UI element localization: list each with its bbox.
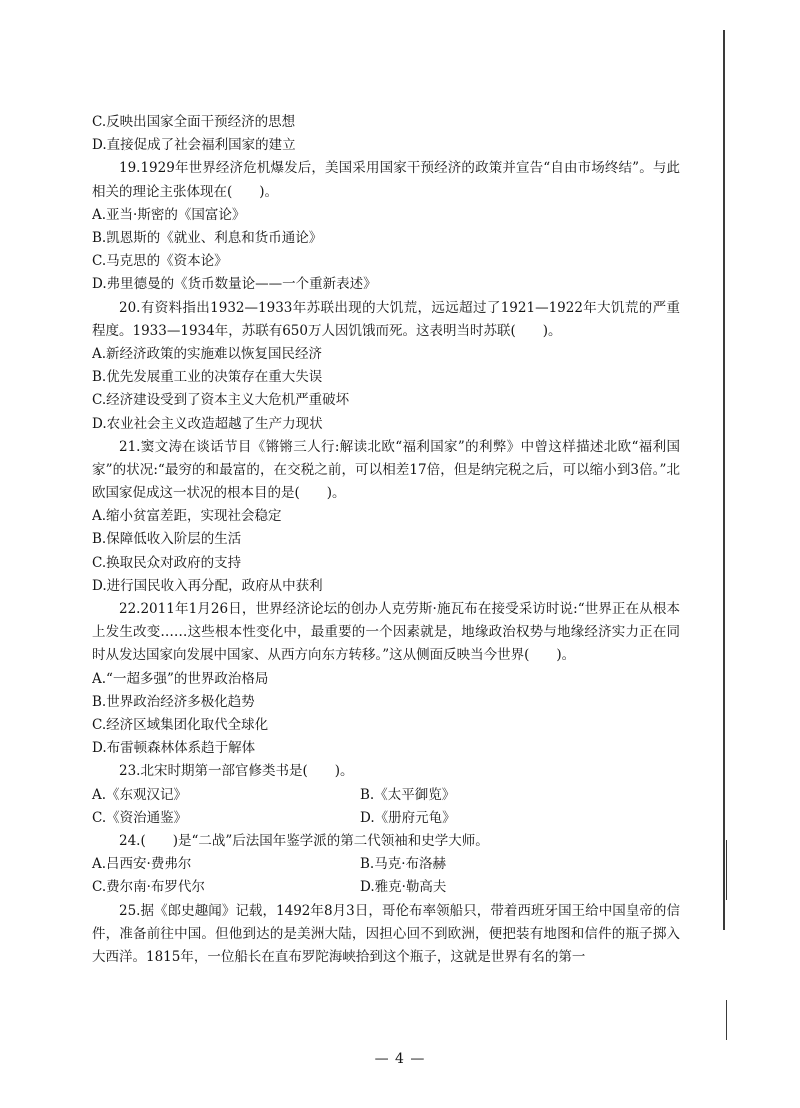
q24-options-row-2 <box>92 876 680 899</box>
q24-option-d: D.雅克·勒高夫 <box>360 879 447 896</box>
q21-option-a: A.缩小贫富差距，实现社会稳定 <box>92 508 282 525</box>
q23-options-row-1 <box>92 784 680 807</box>
q20-option-c: C.经济建设受到了资本主义大危机严重破坏 <box>92 392 350 409</box>
scan-edge-mark <box>726 840 727 900</box>
scan-edge-mark <box>726 1000 727 1040</box>
q19-option-d: D.弗里德曼的《货币数量论——一个重新表述》 <box>92 276 377 293</box>
scan-edge-line <box>723 30 725 930</box>
q22-option-d: D.布雷顿森林体系趋于解体 <box>92 740 256 757</box>
q21-stem: 21.窦文涛在谈话节目《锵锵三人行:解读北欧“福利国家”的利弊》中曾这样描述北欧“福利国家”的状况:“最穷的和最富的，在交税之前，可以相差17倍，但是纳完税之后，可以缩小到3倍。”北欧国家促成这一状况的根本目的是( )。 <box>92 438 680 502</box>
q21-option-b: B.保障低收入阶层的生活 <box>92 531 242 548</box>
q23-option-c: C.《资治通鉴》 <box>92 809 188 826</box>
q21-option-c: C.换取民众对政府的支持 <box>92 554 242 571</box>
q20-option-b: B.优先发展重工业的决策存在重大失误 <box>92 369 323 386</box>
q24-stem: 24.( )是“二战”后法国年鉴学派的第二代领袖和史学大师。 <box>119 832 489 849</box>
q23-option-a: A.《东观汉记》 <box>92 786 188 803</box>
q19-option-a: A.亚当·斯密的《国富论》 <box>92 206 246 223</box>
q22-option-a: A.“一超多强”的世界政治格局 <box>92 670 269 687</box>
q18-option-c: C.反映出国家全面干预经济的思想 <box>92 114 296 130</box>
q22-option-c: C.经济区域集团化取代全球化 <box>92 717 269 734</box>
q25-stem: 25.据《郎史趣闻》记载，1492年8月3日，哥伦布率领船只，带着西班牙国王给中国皇帝的信件，准备前往中国。但他到达的是美洲大陆，因担心回不到欧洲，便把装有地图和信件的瓶子掷入大西洋。1815年，一位船长在直布罗陀海峡拾到这个瓶子，这就是世界有名的第一 <box>92 902 680 965</box>
q23-option-b: B.《太平御览》 <box>360 786 456 803</box>
q24-option-a: A.吕西安·费弗尔 <box>92 856 192 873</box>
q20-option-d: D.农业社会主义改造超越了生产力现状 <box>92 415 323 432</box>
q19-option-c: C.马克思的《资本论》 <box>92 253 228 270</box>
q24-option-c: C.费尔南·布罗代尔 <box>92 879 205 896</box>
questions-body <box>92 111 680 969</box>
q21-option-d: D.进行国民收入再分配，政府从中获利 <box>92 577 323 594</box>
q18-option-d: D.直接促成了社会福利国家的建立 <box>92 137 296 154</box>
q23-option-d: D.《册府元龟》 <box>360 809 456 826</box>
page-number: — 4 — <box>374 1051 426 1067</box>
q22-option-b: B.世界政治经济多极化趋势 <box>92 693 255 710</box>
q24-options-row-1 <box>92 853 680 876</box>
q23-stem: 23.北宋时期第一部官修类书是( )。 <box>119 763 354 780</box>
q23-options-row-2 <box>92 807 680 830</box>
q19-option-b: B.凯恩斯的《就业、利息和货币通论》 <box>92 229 323 246</box>
q22-stem: 22.2011年1月26日，世界经济论坛的创办人克劳斯·施瓦布在接受采访时说:“世界正在从根本上发生改变……这些根本性变化中，最重要的一个因素就是，地缘政治权势与地缘经济实力正在同时从发达国家向发展中国家、从西方向东方转移。”这从侧面反映当今世界( )。 <box>92 601 680 664</box>
q19-stem: 19.1929年世界经济危机爆发后，美国采用国家干预经济的政策并宣告“自由市场终结”。与此相关的理论主张体现在( )。 <box>92 160 680 200</box>
q20-stem: 20.有资料指出1932—1933年苏联出现的大饥荒，远远超过了1921—1922年大饥荒的严重程度。1933—1934年，苏联有650万人因饥饿而死。这表明当时苏联( )。 <box>92 299 680 339</box>
q24-option-b: B.马克·布洛赫 <box>360 856 447 873</box>
q20-option-a: A.新经济政策的实施难以恢复国民经济 <box>92 345 323 362</box>
